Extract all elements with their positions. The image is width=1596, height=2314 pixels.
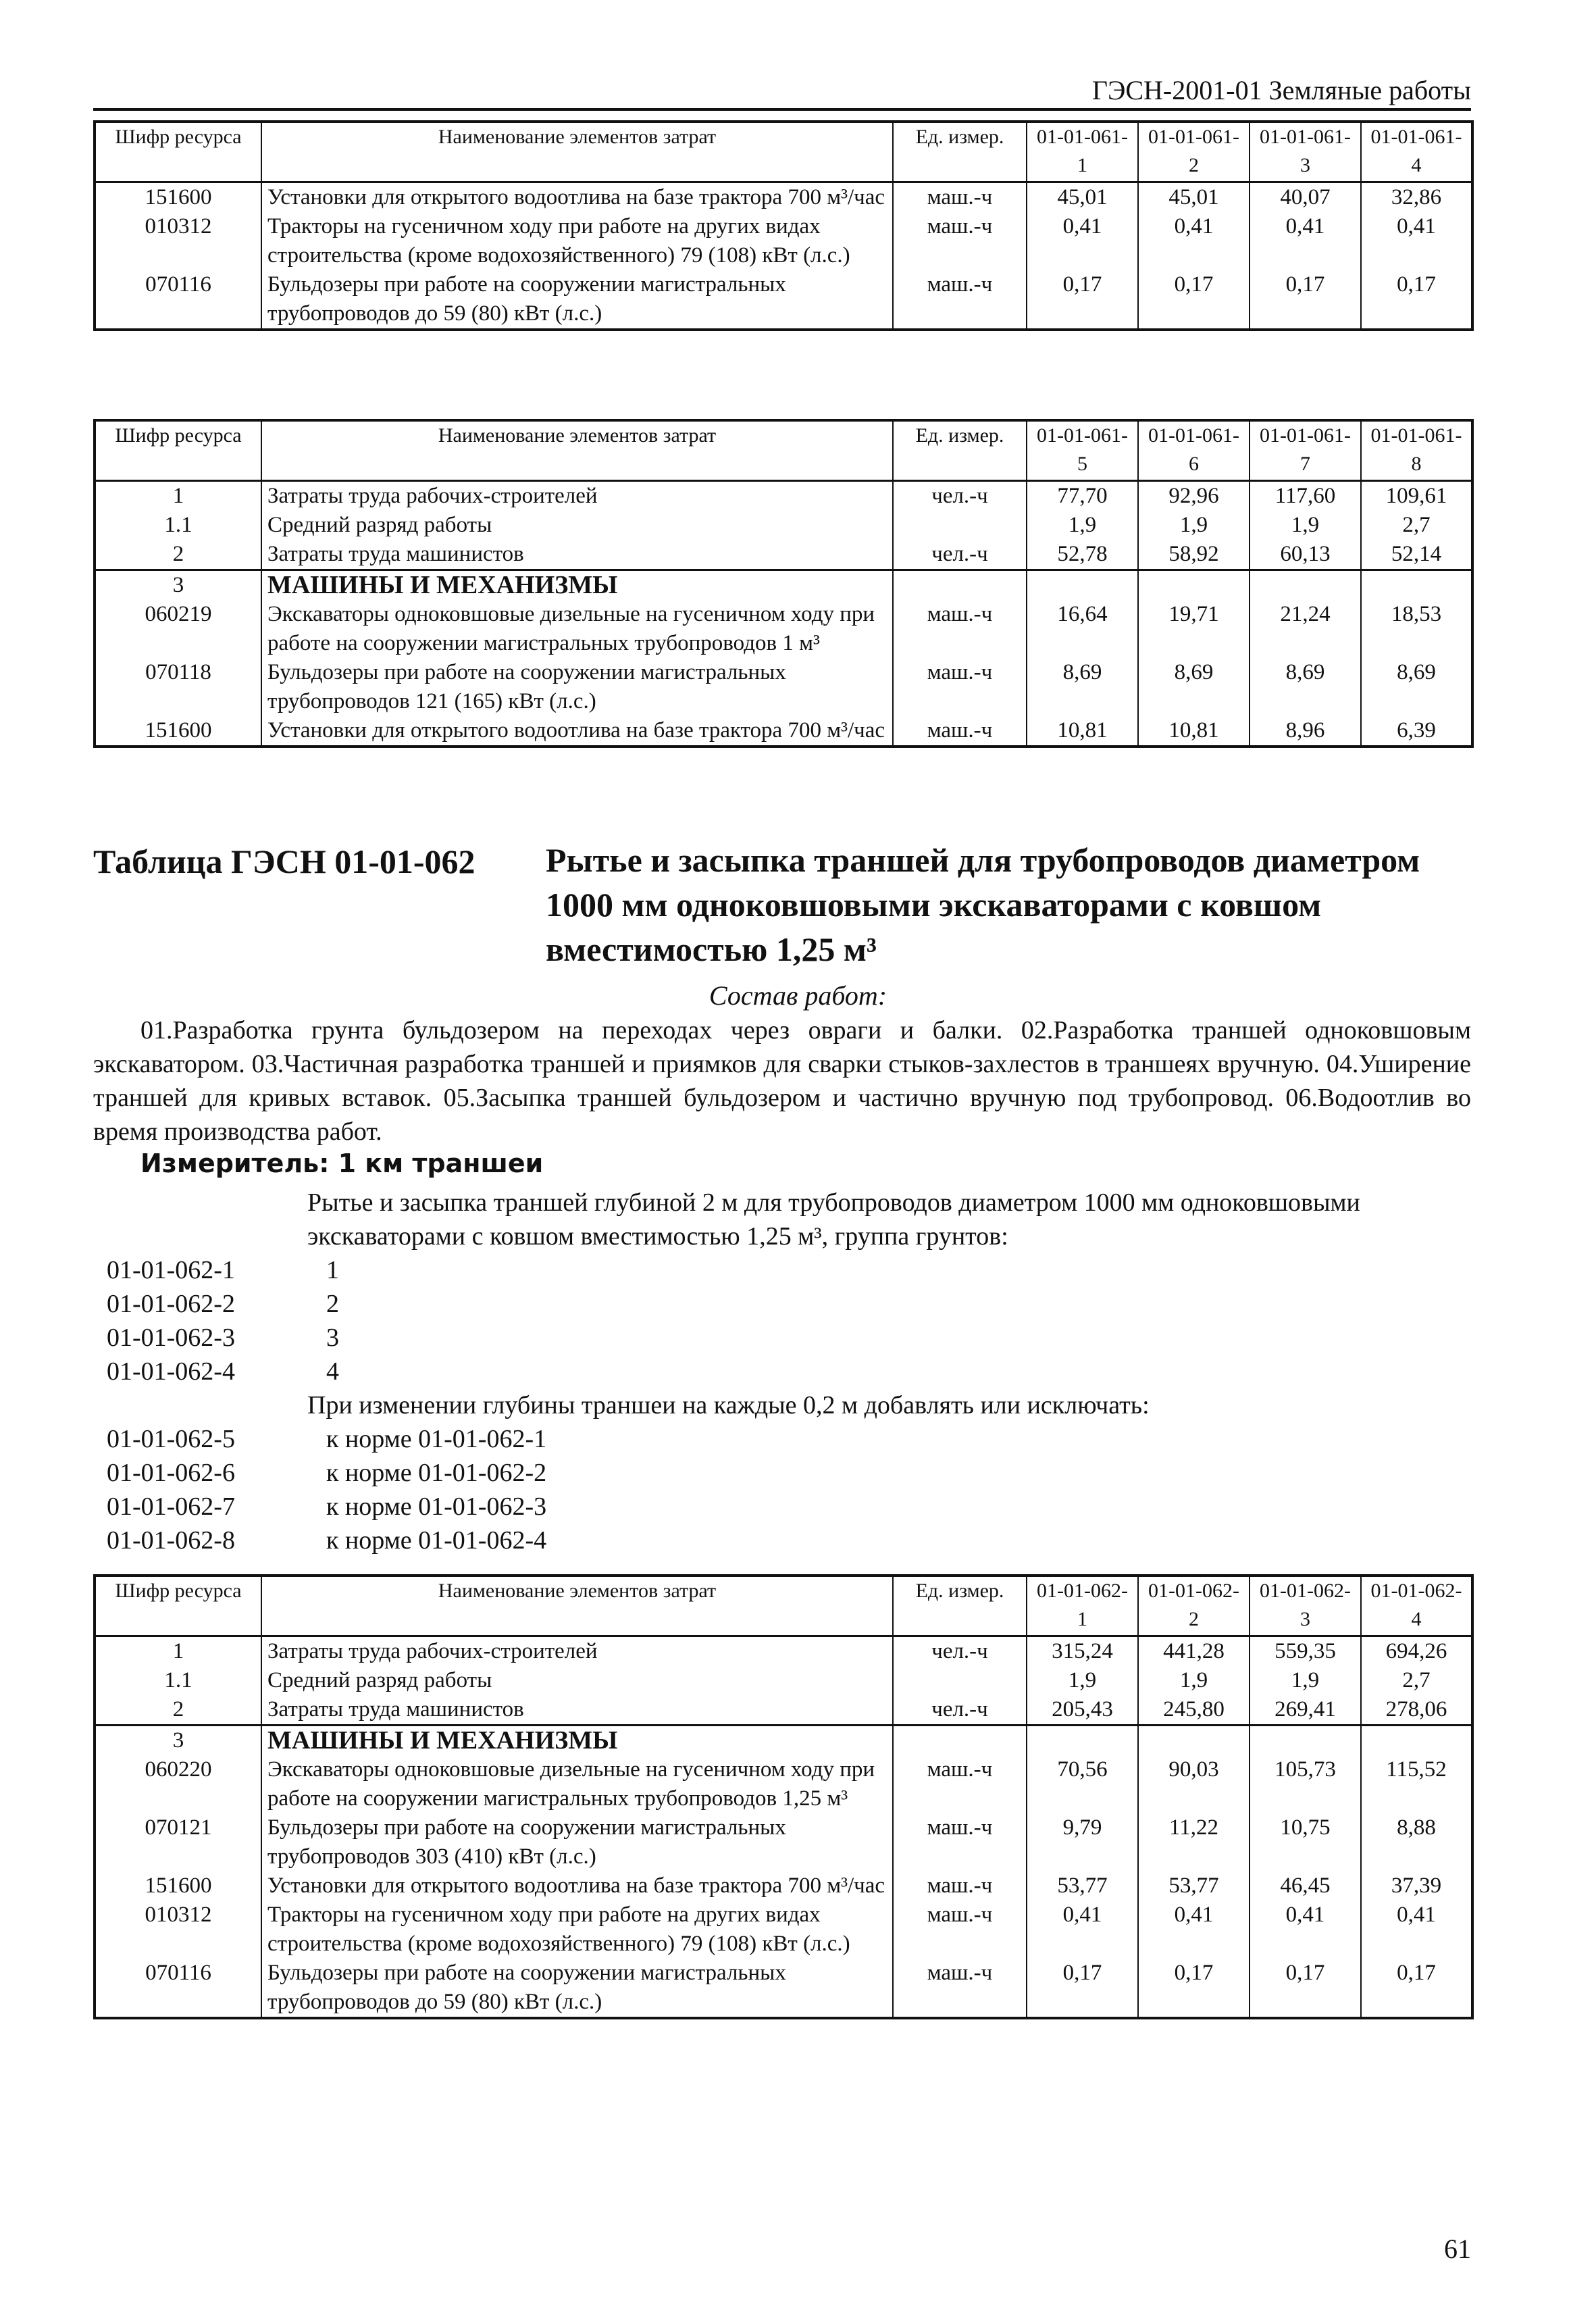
resource-code: 2 [95, 540, 261, 570]
norms-table-061-1-4 [93, 120, 1474, 331]
value: 70,56 [1027, 1755, 1138, 1813]
list-item [107, 1524, 546, 1557]
value: 0,41 [1027, 212, 1138, 270]
resource-name: Тракторы на гусеничном ходу при работе на других видах строительства (кроме водохозяйственного) 79 (108) кВт (л.с.) [261, 212, 893, 270]
unit: чел.-ч [893, 1636, 1027, 1667]
value: 0,41 [1138, 1901, 1250, 1959]
table-row [95, 1636, 1472, 1667]
resource-name: Затраты труда рабочих-строителей [261, 1636, 893, 1667]
unit: маш.-ч [893, 1871, 1027, 1901]
unit: маш.-ч [893, 658, 1027, 716]
value: 0,17 [1361, 1959, 1472, 2018]
unit: чел.-ч [893, 540, 1027, 570]
value: 46,45 [1250, 1871, 1361, 1901]
value: 1,9 [1027, 511, 1138, 540]
table-row [95, 1813, 1472, 1871]
norm-value: 2 [326, 1290, 339, 1318]
value: 45,01 [1027, 182, 1138, 213]
table-row [95, 1871, 1472, 1901]
value: 0,17 [1138, 1959, 1250, 2018]
unit: маш.-ч [893, 1901, 1027, 1959]
value: 77,70 [1027, 481, 1138, 511]
norm-description: Рытье и засыпка траншей глубиной 2 м для трубопроводов диаметром 1000 мм одноковшовыми экскаваторами с ковшом вместимостью 1,25 м³, группа грунтов: [307, 1188, 1360, 1251]
unit: чел.-ч [893, 1695, 1027, 1726]
norm-value: 3 [326, 1324, 339, 1352]
value: 8,69 [1027, 658, 1138, 716]
resource-code: 1 [95, 481, 261, 511]
resource-code: 2 [95, 1695, 261, 1726]
header-code: 01-01-062-2 [1138, 1576, 1250, 1636]
value: 8,69 [1361, 658, 1472, 716]
value: 8,69 [1138, 658, 1250, 716]
resource-name: Бульдозеры при работе на сооружении магистральных трубопроводов до 59 (80) кВт (л.с.) [261, 270, 893, 330]
value: 9,79 [1027, 1813, 1138, 1871]
value: 0,17 [1138, 270, 1250, 330]
table-title: Рытье и засыпка траншей для трубопроводов диаметром 1000 мм одноковшовыми экскаваторами с ковшом вместимостью 1,25 м³ [546, 841, 1420, 968]
resource-code: 151600 [95, 182, 261, 213]
table-row [95, 182, 1472, 213]
value: 315,24 [1027, 1636, 1138, 1667]
unit: маш.-ч [893, 182, 1027, 213]
value: 8,88 [1361, 1813, 1472, 1871]
resource-name: Экскаваторы одноковшовые дизельные на гусеничном ходу при работе на сооружении магистральных трубопроводов 1,25 м³ [261, 1755, 893, 1813]
resource-code: 010312 [95, 212, 261, 270]
table-row [95, 1755, 1472, 1813]
resource-name: Средний разряд работы [261, 511, 893, 540]
header-code: 01-01-062-4 [1361, 1576, 1472, 1636]
norm-code: 01-01-062-1 [107, 1256, 235, 1284]
unit: маш.-ч [893, 1813, 1027, 1871]
value: 52,78 [1027, 540, 1138, 570]
value: 53,77 [1027, 1871, 1138, 1901]
value: 2,7 [1361, 1666, 1472, 1695]
norm-code: 01-01-062-6 [107, 1459, 235, 1487]
header-code: 01-01-061-2 [1138, 122, 1250, 182]
header-code: 01-01-061-4 [1361, 122, 1472, 182]
value: 6,39 [1361, 716, 1472, 747]
header-code: 01-01-061-7 [1250, 420, 1361, 481]
value: 16,64 [1027, 600, 1138, 658]
unit [893, 1666, 1027, 1695]
resource-code: 060220 [95, 1755, 261, 1813]
norm-value: к норме 01-01-062-3 [326, 1492, 547, 1521]
resource-name: Затраты труда машинистов [261, 1695, 893, 1726]
value: 441,28 [1138, 1636, 1250, 1667]
value: 245,80 [1138, 1695, 1250, 1726]
resource-code: 070116 [95, 1959, 261, 2018]
table-row [95, 1695, 1472, 1726]
header-name: Наименование элементов затрат [261, 122, 893, 182]
header-code: 01-01-062-1 [1027, 1576, 1138, 1636]
unit: чел.-ч [893, 481, 1027, 511]
resource-name: Установки для открытого водоотлива на базе трактора 700 м³/час [261, 716, 893, 747]
resource-code: 151600 [95, 716, 261, 747]
value: 0,41 [1250, 1901, 1361, 1959]
header-unit: Ед. измер. [893, 122, 1027, 182]
value: 115,52 [1361, 1755, 1472, 1813]
header-name: Наименование элементов затрат [261, 1576, 893, 1636]
value: 32,86 [1361, 182, 1472, 213]
value: 1,9 [1138, 1666, 1250, 1695]
resource-name: Экскаваторы одноковшовые дизельные на гусеничном ходу при работе на сооружении магистральных трубопроводов 1 м³ [261, 600, 893, 658]
header-resource: Шифр ресурса [95, 1576, 261, 1636]
value: 205,43 [1027, 1695, 1138, 1726]
resource-name: Установки для открытого водоотлива на базе трактора 700 м³/час [261, 182, 893, 213]
norm-value: к норме 01-01-062-2 [326, 1459, 547, 1487]
value: 1,9 [1250, 511, 1361, 540]
value: 694,26 [1361, 1636, 1472, 1667]
value: 58,92 [1138, 540, 1250, 570]
norm-list-groups [107, 1253, 339, 1388]
table-row [95, 270, 1472, 330]
value: 1,9 [1250, 1666, 1361, 1695]
unit: маш.-ч [893, 1755, 1027, 1813]
list-item [107, 1355, 339, 1388]
value: 40,07 [1250, 182, 1361, 213]
value: 0,17 [1361, 270, 1472, 330]
value: 117,60 [1250, 481, 1361, 511]
table-row [95, 1959, 1472, 2018]
value: 0,41 [1027, 1901, 1138, 1959]
section-title: МАШИНЫ И МЕХАНИЗМЫ [261, 1726, 893, 1756]
table-row [95, 1666, 1472, 1695]
unit: маш.-ч [893, 212, 1027, 270]
resource-code: 060219 [95, 600, 261, 658]
value: 45,01 [1138, 182, 1250, 213]
table-row [95, 600, 1472, 658]
resource-code: 070116 [95, 270, 261, 330]
resource-code: 1.1 [95, 511, 261, 540]
section-row [95, 570, 1472, 601]
resource-name: Бульдозеры при работе на сооружении магистральных трубопроводов до 59 (80) кВт (л.с.) [261, 1959, 893, 2018]
header-code: 01-01-061-1 [1027, 122, 1138, 182]
section-row [95, 1726, 1472, 1756]
value: 0,17 [1027, 270, 1138, 330]
header-name: Наименование элементов затрат [261, 420, 893, 481]
header-unit: Ед. измер. [893, 420, 1027, 481]
norm-value: к норме 01-01-062-4 [326, 1526, 547, 1555]
value: 21,24 [1250, 600, 1361, 658]
value: 559,35 [1250, 1636, 1361, 1667]
resource-code: 1 [95, 1636, 261, 1667]
table-row [95, 540, 1472, 570]
value: 10,81 [1138, 716, 1250, 747]
header-code: 01-01-061-3 [1250, 122, 1361, 182]
page-number: 61 [1444, 2234, 1471, 2264]
value: 0,41 [1361, 212, 1472, 270]
norm-value: 1 [326, 1256, 339, 1284]
page-header [93, 73, 1471, 111]
value: 2,7 [1361, 511, 1472, 540]
norm-value: 4 [326, 1357, 339, 1386]
table-number: Таблица ГЭСН 01-01-062 [93, 842, 475, 880]
resource-name: Установки для открытого водоотлива на базе трактора 700 м³/час [261, 1871, 893, 1901]
work-composition-text: 01.Разработка грунта бульдозером на переходах через овраги и балки. 02.Разработка траншей одноковшовым экскаватором. 03.Частичная разработка траншей и приямков для сварки стыков-захлестов в траншеях вручную. 04.Уширение траншей для кривых вставок. 05.Засыпка траншей бульдозером и частично вручную под трубопровод. 06.Водоотлив во время производства работ. [93, 1016, 1471, 1146]
norm-code: 01-01-062-3 [107, 1324, 235, 1352]
resource-code: 070118 [95, 658, 261, 716]
table-row [95, 716, 1472, 747]
unit: маш.-ч [893, 1959, 1027, 2018]
value: 0,17 [1250, 270, 1361, 330]
value: 10,75 [1250, 1813, 1361, 1871]
value: 8,69 [1250, 658, 1361, 716]
header-unit: Ед. измер. [893, 1576, 1027, 1636]
list-item [107, 1287, 339, 1321]
work-composition-heading: Состав работ: [709, 980, 887, 1011]
value: 92,96 [1138, 481, 1250, 511]
resource-code: 010312 [95, 1901, 261, 1959]
norm-code: 01-01-062-8 [107, 1526, 235, 1555]
table-row [95, 212, 1472, 270]
table-row [95, 481, 1472, 511]
norm-code: 01-01-062-7 [107, 1492, 235, 1521]
unit: маш.-ч [893, 270, 1027, 330]
page-header-title: ГЭСН-2001-01 Земляные работы [1091, 75, 1471, 105]
resource-name: Затраты труда машинистов [261, 540, 893, 570]
list-item [107, 1490, 546, 1524]
value: 269,41 [1250, 1695, 1361, 1726]
header-code: 01-01-061-6 [1138, 420, 1250, 481]
value: 0,17 [1250, 1959, 1361, 2018]
table-row [95, 511, 1472, 540]
header-resource: Шифр ресурса [95, 420, 261, 481]
value: 109,61 [1361, 481, 1472, 511]
norms-table-062-1-4 [93, 1574, 1474, 2019]
norm-description-depth: При изменении глубины траншеи на каждые 0,2 м добавлять или исключать: [307, 1391, 1150, 1419]
resource-code: 3 [95, 570, 261, 601]
table-row [95, 658, 1472, 716]
value: 10,81 [1027, 716, 1138, 747]
value: 0,41 [1138, 212, 1250, 270]
resource-name: Затраты труда рабочих-строителей [261, 481, 893, 511]
resource-code: 070121 [95, 1813, 261, 1871]
resource-name: Тракторы на гусеничном ходу при работе на других видах строительства (кроме водохозяйственного) 79 (108) кВт (л.с.) [261, 1901, 893, 1959]
value: 37,39 [1361, 1871, 1472, 1901]
resource-name: Бульдозеры при работе на сооружении магистральных трубопроводов 303 (410) кВт (л.с.) [261, 1813, 893, 1871]
unit: маш.-ч [893, 600, 1027, 658]
value: 1,9 [1027, 1666, 1138, 1695]
header-code: 01-01-061-8 [1361, 420, 1472, 481]
norm-value: к норме 01-01-062-1 [326, 1425, 547, 1453]
value: 0,41 [1361, 1901, 1472, 1959]
value: 18,53 [1361, 600, 1472, 658]
list-item [107, 1456, 546, 1490]
norm-code: 01-01-062-5 [107, 1425, 235, 1453]
resource-name: Средний разряд работы [261, 1666, 893, 1695]
value: 90,03 [1138, 1755, 1250, 1813]
header-resource: Шифр ресурса [95, 122, 261, 182]
resource-code: 3 [95, 1726, 261, 1756]
norm-code: 01-01-062-2 [107, 1290, 235, 1318]
value: 8,96 [1250, 716, 1361, 747]
list-item [107, 1321, 339, 1355]
unit [893, 511, 1027, 540]
value: 60,13 [1250, 540, 1361, 570]
unit: маш.-ч [893, 716, 1027, 747]
value: 52,14 [1361, 540, 1472, 570]
norms-table-061-5-8 [93, 419, 1474, 748]
value: 0,17 [1027, 1959, 1138, 2018]
value: 19,71 [1138, 600, 1250, 658]
value: 53,77 [1138, 1871, 1250, 1901]
resource-code: 151600 [95, 1871, 261, 1901]
header-code: 01-01-062-3 [1250, 1576, 1361, 1636]
norm-code: 01-01-062-4 [107, 1357, 235, 1386]
value: 0,41 [1250, 212, 1361, 270]
resource-code: 1.1 [95, 1666, 261, 1695]
measure-unit: Измеритель: 1 км траншеи [140, 1149, 544, 1178]
norm-list-depth [107, 1422, 546, 1557]
work-composition [93, 1013, 1471, 1149]
value: 11,22 [1138, 1813, 1250, 1871]
value: 278,06 [1361, 1695, 1472, 1726]
section-title: МАШИНЫ И МЕХАНИЗМЫ [261, 570, 893, 601]
table-row [95, 1901, 1472, 1959]
list-item [107, 1422, 546, 1456]
header-code: 01-01-061-5 [1027, 420, 1138, 481]
resource-name: Бульдозеры при работе на сооружении магистральных трубопроводов 121 (165) кВт (л.с.) [261, 658, 893, 716]
value: 1,9 [1138, 511, 1250, 540]
value: 105,73 [1250, 1755, 1361, 1813]
list-item [107, 1253, 339, 1287]
